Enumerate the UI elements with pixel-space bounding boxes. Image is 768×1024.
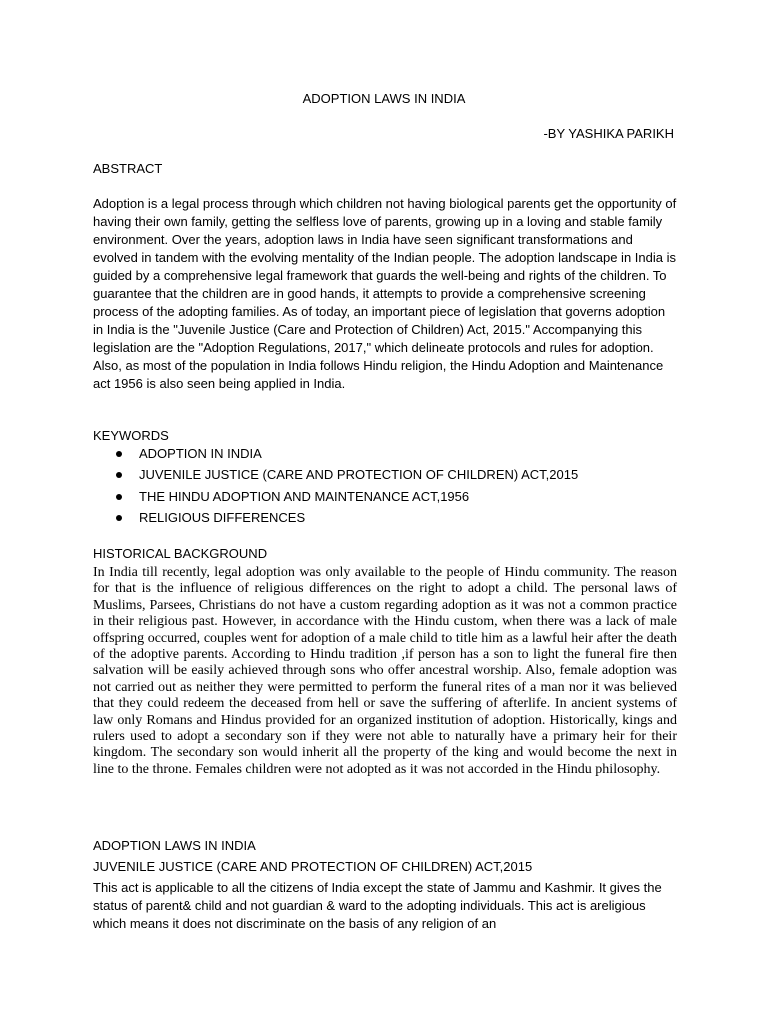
keyword-label: ADOPTION IN INDIA: [139, 446, 262, 461]
keyword-label: RELIGIOUS DIFFERENCES: [139, 509, 306, 525]
abstract-paragraph: Adoption is a legal process through which children not having biological parents get the opportunity of having their own family, getting the selfless love of parents, growing up in a loving and stable family environment. Over the years, adoption laws in India have seen significant transformations and evolved in tandem with the evolving mentality of the Indian people. The adoption landscape in India is guided by a comprehensive legal framework that guards the well-being and rights of the children. To guarantee that the children are in good hands, it attempts to provide a comprehensive screening process of the adopting families. As of today, an important piece of legislation that governs adoption in India is the "Juvenile Justice (Care and Protection of Children) Act, 2015." Accompanying this legislation are the "Adoption Regulations, 2017," which delineate protocols and rules for adoption. Also, as most of the population in India follows Hindu religion, the Hindu Adoption and Maintenance act 1956 is also seen being applied in India.: [93, 196, 677, 391]
juvenile-justice-paragraph: This act is applicable to all the citizens of India except the state of Jammu and Kashmir. It gives the status of parent& child and not guardian & ward to the adopting individuals. This act is areligious which means it does not discriminate on the basis of any religion of an: [93, 880, 662, 931]
keywords-heading: KEYWORDS: [93, 428, 169, 443]
keyword-item: [93, 466, 653, 487]
keyword-label: JUVENILE JUSTICE (CARE AND PROTECTION OF CHILDREN) ACT,2015: [139, 467, 579, 483]
bullet-icon: [116, 451, 122, 457]
keyword-item: [93, 509, 653, 530]
keyword-label: THE HINDU ADOPTION AND MAINTENANCE ACT,1956: [139, 488, 470, 504]
bullet-icon: [116, 515, 122, 521]
adoption-laws-heading: ADOPTION LAWS IN INDIA: [93, 838, 256, 853]
bullet-icon: [116, 472, 122, 478]
juvenile-justice-heading: JUVENILE JUSTICE (CARE AND PROTECTION OF CHILDREN) ACT,2015: [93, 859, 533, 874]
keyword-item: [93, 445, 653, 466]
document-title: ADOPTION LAWS IN INDIA: [302, 91, 466, 106]
historical-background-heading: HISTORICAL BACKGROUND: [93, 546, 268, 561]
bullet-icon: [116, 494, 122, 500]
abstract-heading: ABSTRACT: [93, 161, 163, 176]
author-byline: -BY YASHIKA PARIKH: [543, 126, 674, 141]
historical-background-paragraph: In India till recently, legal adoption was only available to the people of Hindu community. The reason for that is the influence of religious differences on the right to adopt a child. The personal laws of Muslims, Parsees, Christians do not have a custom regarding adoption as it was not a common practice in their religious past. However, in accordance with the Hindu custom, when there was a lack of male offspring occurred, couples went for adoption of a male child to title him as a lawful heir after the death of the adoptive parents. According to Hindu tradition ,if person has a son to light the funeral fire then salvation will be easily achieved through sons who offer ancestral worship. Also, female adoption was not carried out as neither they were permitted to perform the funeral rites of a man nor it was believed that they could redeem the deceased from hell or save the suffering of afterlife. In ancient systems of law only Romans and Hindus provided for an organized institution of adoption. Historically, kings and rulers used to adopt a secondary son if they were not able to naturally have a primary heir for their kingdom. The secondary son would inherit all the property of the king and would become the next in line to the throne. Females children were not adopted as it was not accorded in the Hindu philosophy.: [93, 565, 677, 777]
keywords-list: [93, 445, 653, 530]
keyword-item: [93, 488, 653, 509]
